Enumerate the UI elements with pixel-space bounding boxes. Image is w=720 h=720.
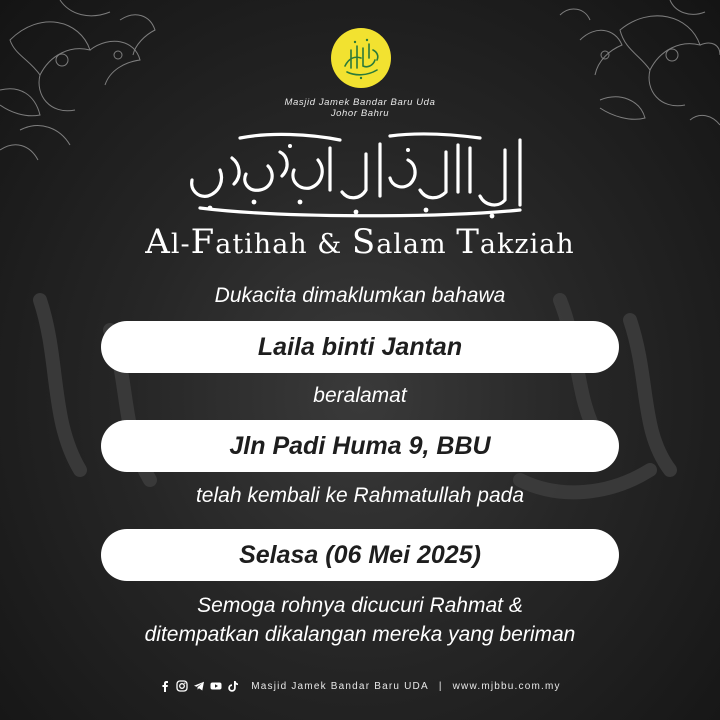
- prayer-line1: Semoga rohnya dicucuri Rahmat &: [197, 594, 523, 617]
- footer-org: Masjid Jamek Bandar Baru UDA: [251, 680, 429, 692]
- intro-text: Dukacita dimaklumkan bahawa: [214, 284, 506, 307]
- youtube-icon[interactable]: [210, 680, 222, 692]
- title-part4: akziah: [479, 229, 575, 260]
- telegram-icon[interactable]: [193, 680, 205, 692]
- date-value: Selasa (06 Mei 2025): [101, 529, 619, 581]
- instagram-icon[interactable]: [176, 680, 188, 692]
- address-value: Jln Padi Huma 9, BBU: [101, 420, 619, 472]
- title-part3: alam: [376, 229, 457, 260]
- mosque-name-line2: Johor Bahru: [330, 108, 390, 119]
- title-letter-s: S: [351, 222, 377, 262]
- page-title: [0, 222, 720, 262]
- title-letter-t: T: [456, 222, 480, 262]
- facebook-icon[interactable]: [159, 680, 171, 692]
- title-part2: atihah &: [215, 229, 352, 260]
- title-letter-f: F: [190, 222, 216, 262]
- deceased-name: Laila binti Jantan: [101, 321, 619, 373]
- prayer-line2: ditempatkan dikalangan mereka yang beriman: [144, 623, 576, 646]
- footer-separator: |: [438, 680, 443, 692]
- social-icons: [159, 680, 239, 692]
- address-label: beralamat: [313, 384, 407, 407]
- footer-website[interactable]: www.mjbbu.com.my: [452, 680, 561, 692]
- mosque-logo-calligraphy: [331, 28, 391, 88]
- passed-label: telah kembali ke Rahmatullah pada: [195, 484, 525, 507]
- mosque-name-line1: Masjid Jamek Bandar Baru Uda: [284, 97, 436, 108]
- title-letter-a: A: [145, 222, 171, 262]
- inna-lillahi-calligraphy: [180, 130, 540, 225]
- tiktok-icon[interactable]: [227, 680, 239, 692]
- title-part1: l-: [170, 229, 191, 260]
- footer: [0, 680, 720, 692]
- mosque-logo: [331, 28, 391, 88]
